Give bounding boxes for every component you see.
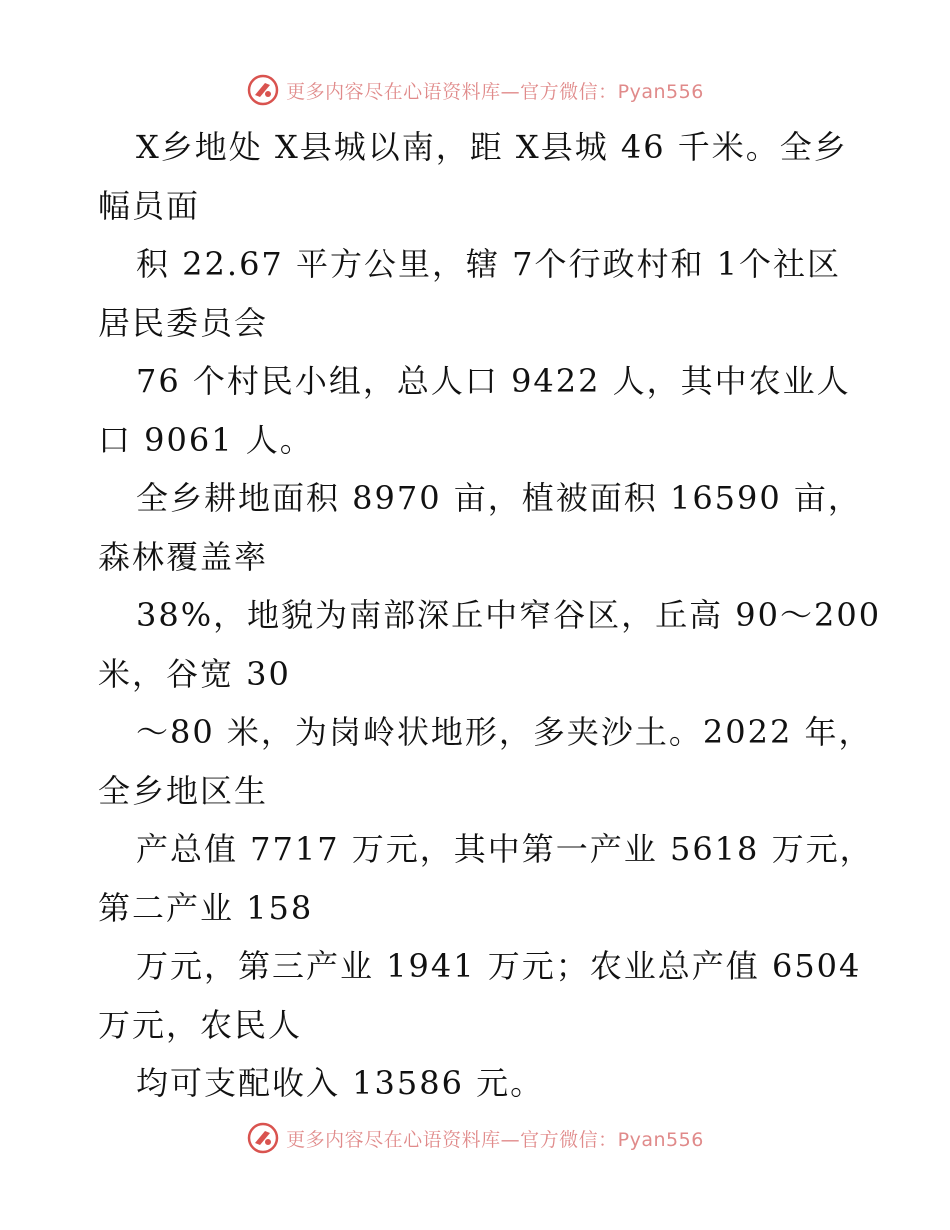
text-line: 森林覆盖率 (98, 537, 269, 576)
header-watermark (0, 70, 950, 110)
watermark-text: 更多内容尽在心语资料库—官方微信：Pyan556 (286, 1128, 704, 1151)
text-line: 幅员面 (98, 186, 201, 225)
text-line: 全乡耕地面积 8970 亩，植被面积 16590 亩， (136, 479, 862, 517)
stamp-logo-icon (246, 73, 280, 107)
text-line: ～80 米，为岗岭状地形，多夹沙土。2022 年， (136, 713, 873, 751)
text-line: X乡地处 X县城以南，距 X县城 46 千米。全乡 (136, 128, 848, 166)
text-line: 米，谷宽 30 (98, 654, 291, 693)
text-line: 积 22.67 平方公里，辖 7个行政村和 1个社区 (136, 245, 842, 283)
text-line: 均可支配收入 13586 元。 (136, 1064, 545, 1102)
text-line: 产总值 7717 万元，其中第一产业 5618 万元， (136, 830, 874, 868)
text-line: 万元，第三产业 1941 万元；农业总产值 6504 (136, 947, 862, 985)
footer-watermark (0, 1118, 950, 1158)
text-line: 万元，农民人 (98, 1005, 303, 1044)
watermark-text: 更多内容尽在心语资料库—官方微信：Pyan556 (286, 80, 704, 103)
text-line: 38%，地貌为南部深丘中窄谷区，丘高 90～200 (136, 596, 882, 634)
text-line: 口 9061 人。 (98, 420, 314, 459)
text-line: 全乡地区生 (98, 771, 269, 810)
text-line: 76 个村民小组，总人口 9422 人，其中农业人 (136, 362, 851, 400)
text-line: 居民委员会 (98, 303, 269, 342)
stamp-logo-icon (246, 1121, 280, 1155)
document-body (98, 118, 882, 1113)
text-line: 第二产业 158 (98, 888, 314, 927)
